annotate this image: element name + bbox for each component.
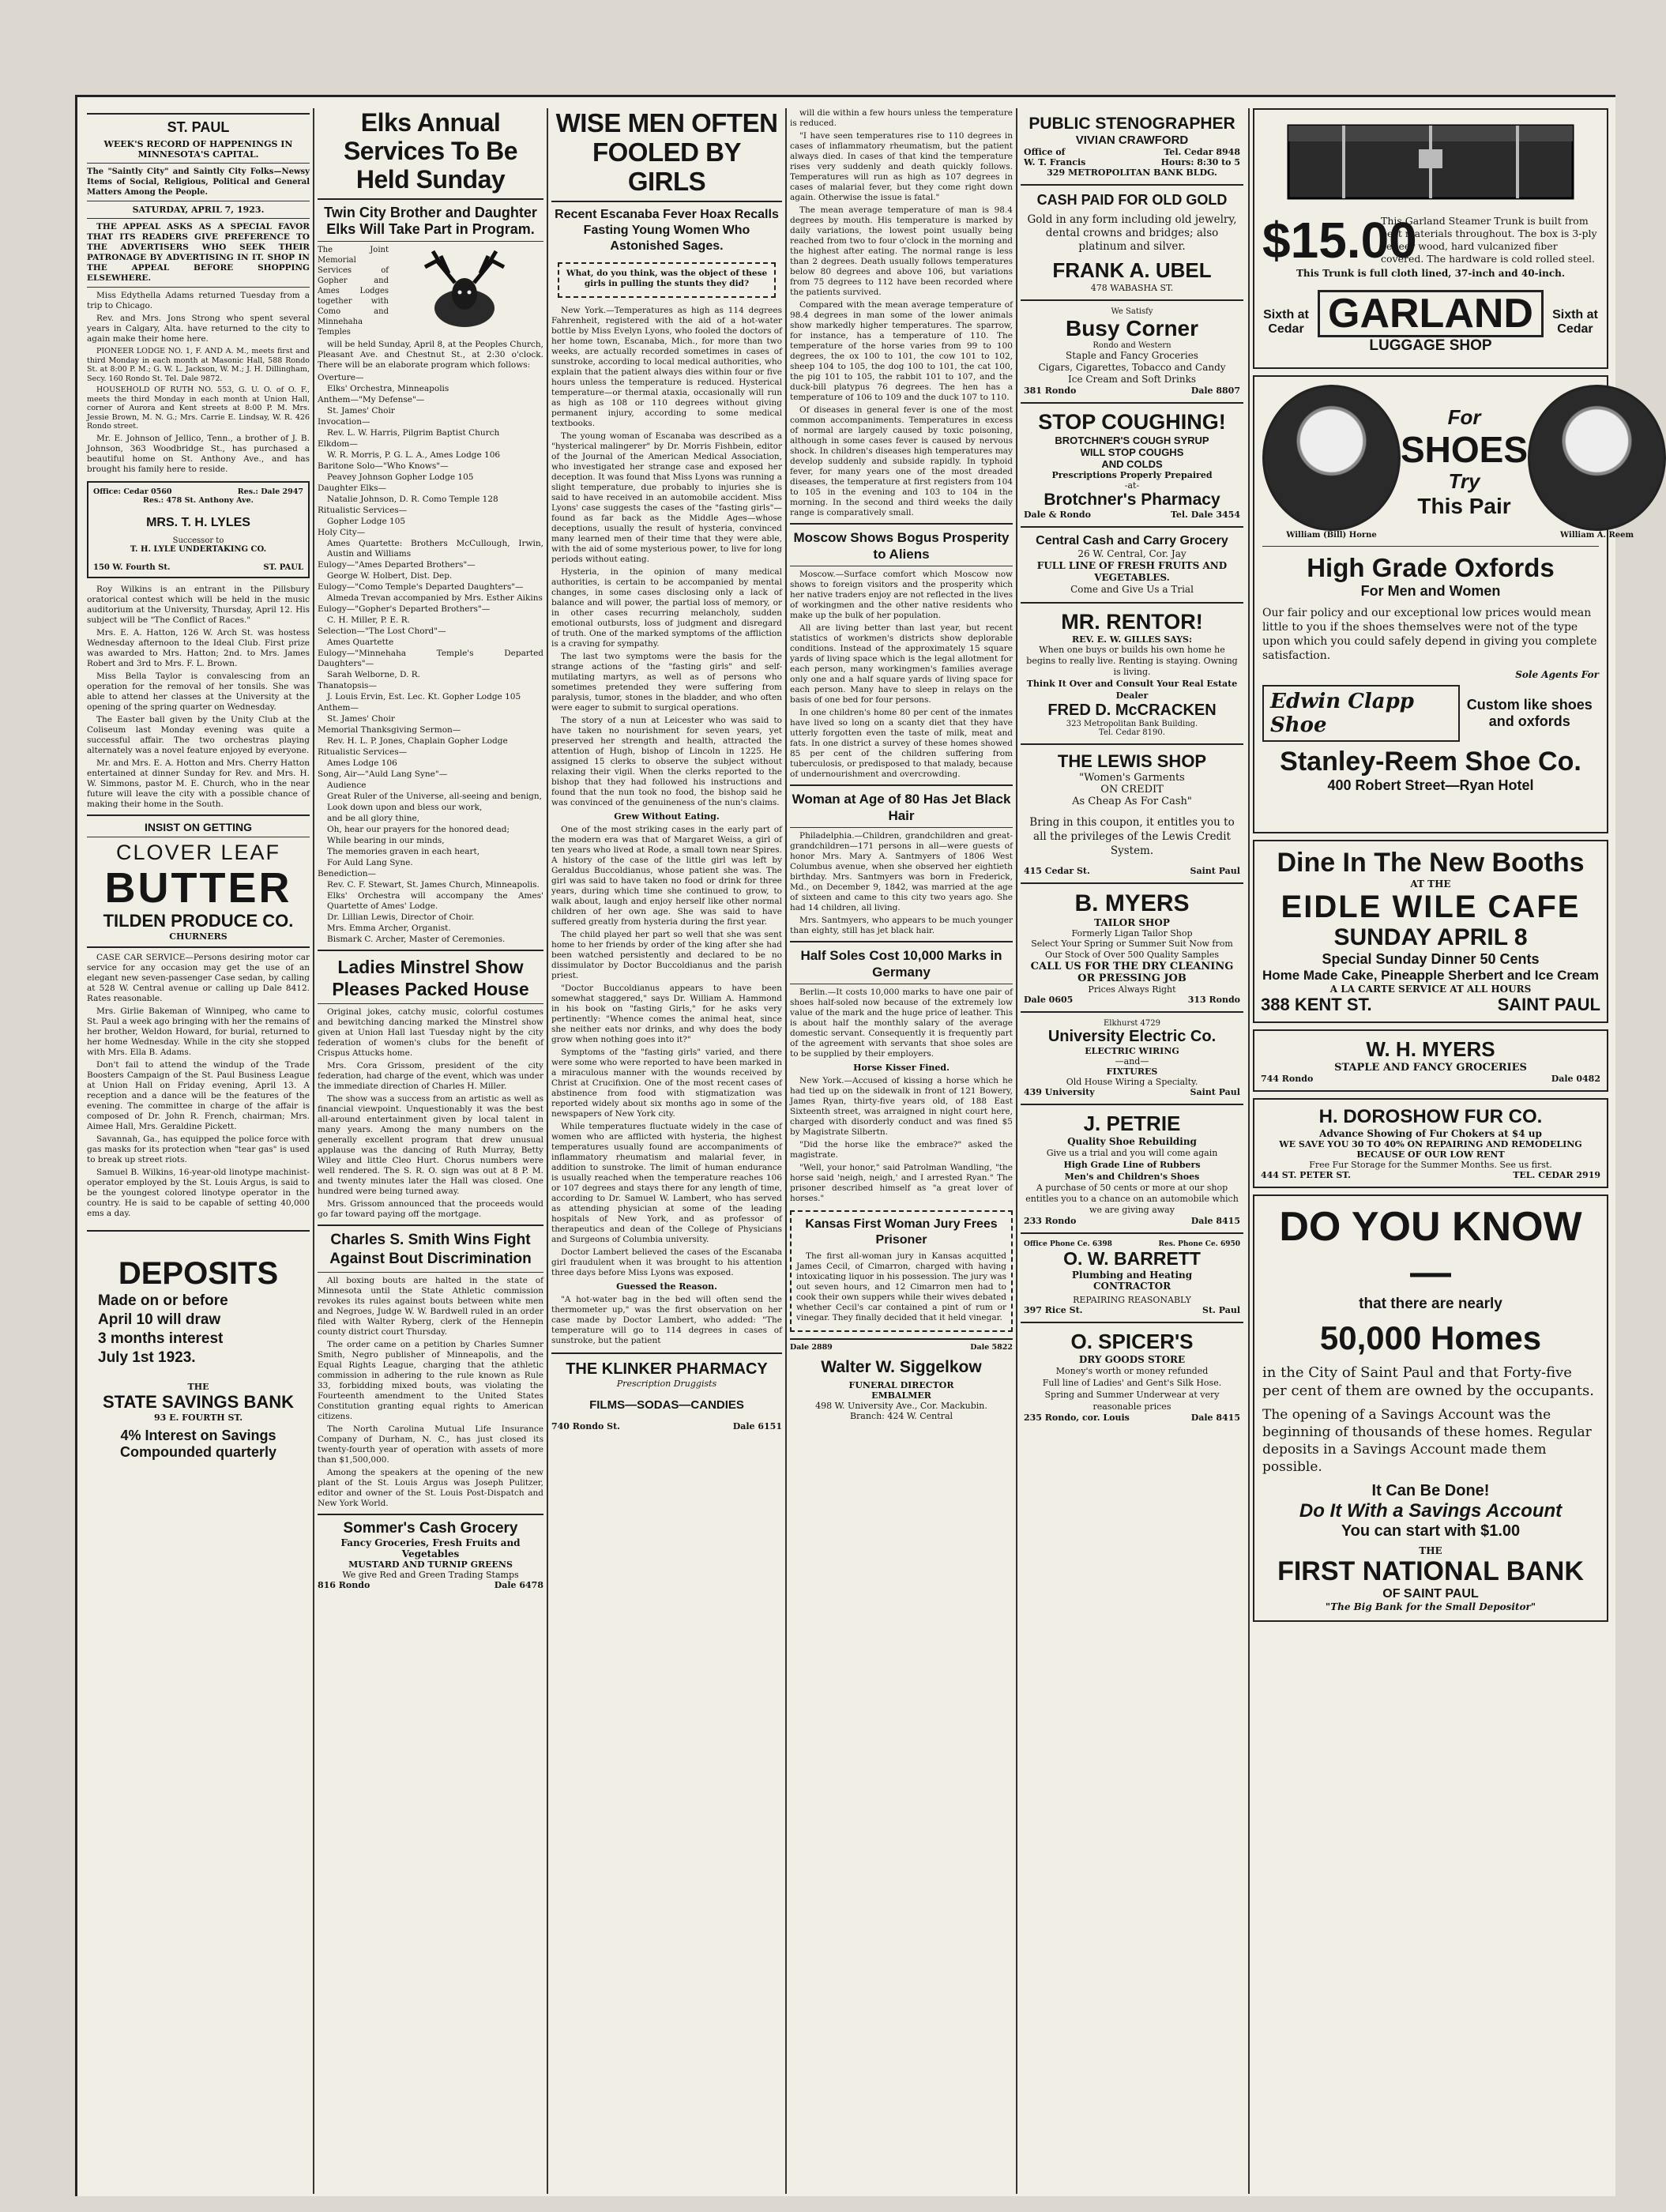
stenographer-ad: PUBLIC STENOGRAPHER VIVIAN CRAWFORD Office of Tel. Cedar 8948 W. T. Francis Hours: 8:30 to 5 329 METROPOLITAN BANK BLDG. bbox=[1021, 108, 1243, 186]
program-line: For Auld Lang Syne. bbox=[327, 858, 413, 867]
program-line: George W. Holbert, Dist. Dep. bbox=[327, 571, 453, 581]
news-item: The Easter ball given by the Unity Club at the Coliseum last Monday evening was quite a successful affair. The two orchestras playing alternately was a novel feature enjoyed by everyone. bbox=[87, 714, 310, 755]
article-para: All are living better than last year, but recent statistics of workmen's districts show deplorable conditions. Instead of the approximately 15 square yards of living space which is the legal allotment for each person, many workingmen's families average only one and a half square yards of living space for each person. Many have to sleep in relays on the basis of one bed for four persons. bbox=[790, 623, 1013, 705]
busy-corner-ad: We Satisfy Busy Corner Rondo and Western Staple and Fancy Groceries Cigars, Cigarettes, Tobacco and Candy Ice Cream and Soft Drinks 381 Rondo Dale 8807 bbox=[1021, 301, 1243, 404]
smith-para: Among the speakers at the opening of the new plant of the St. Louis Argus was Joseph Pulitzer, editor and owner of the St. Louis Post-Dispatch and New York World. bbox=[318, 1468, 543, 1508]
program-line: Mrs. Emma Archer, Organist. bbox=[327, 924, 451, 933]
article-para: will die within a few hours unless the temperature is reduced. bbox=[790, 108, 1013, 128]
news-item: Miss Edythella Adams returned Tuesday from a trip to Chicago. bbox=[87, 291, 310, 310]
trunk-price: $15.00 bbox=[1262, 212, 1417, 269]
article-para: Symptoms of the "fasting girls" varied, and there were some who were reported to have been marked in a miraculous manner with the wounds received by Christ at Crucifixion. One of the most recent cases of abstinence from food with stigmatization was reported widely about six months ago in some of the newspapers of New York city. bbox=[551, 1048, 782, 1119]
article-para: The mean average temperature of man is 98.4 degrees by mouth. His temperature is marked by daily variations, the lowest point usually being reached from two to four o'clock in the morning and the highest after eating. The normal range is less than 2 degrees. Death usually follows temperatures below 80 degrees and above 106, but variations from 75 degrees to 112 have been recorded where the patients survived. bbox=[790, 205, 1013, 297]
program-line: Daughter Elks— bbox=[318, 483, 386, 493]
news-item: Samuel B. Wilkins, 16-year-old linotype machinist-operator employed by the St. Louis Argus, is said to be the youngest colored linotype operator in the country. He is said to be capable of setting 40,000 ems a day. bbox=[87, 1167, 310, 1218]
soles-headline: Half Soles Cost 10,000 Marks in Germany bbox=[800, 948, 1002, 980]
edwin-clapp-logo: Edwin Clapp Shoe bbox=[1262, 685, 1460, 742]
article-subhead: Grew Without Eating. bbox=[614, 811, 720, 822]
program-line: Ritualistic Services— bbox=[318, 747, 408, 757]
program-line: Elks' Orchestra will accompany the Ames' Quartette of Ames' Lodge. bbox=[327, 891, 543, 911]
program-line: Peavey Johnson Gopher Lodge 105 bbox=[327, 472, 474, 482]
first-national-bank-ad: DO YOU KNOW— that there are nearly 50,000 Homes in the City of Saint Paul and that Forty-five per cent of them are owned by the occupants. The opening of a Savings Account was the beginning of thousands of these homes. Regular deposits in a Savings Account made them possible. It Can Be Done! Do It With a Savings Account You can start with $1.00 THE FIRST NATIONAL BANK OF SAINT PAUL "The Big Bank for the Small Depositor" bbox=[1253, 1194, 1608, 1622]
article-para: Of diseases in general fever is one of the most common accompaniments. Temperatures in excess of normal are largely caused by toxic poisoning, although in some cases fever is caused by nervous shock. In children's diseases high temperatures may develop suddenly and subside rapidly. In typhoid fever, for many years one of the most dreaded diseases, the temperature at first registers from 104 to 105 in the evening and 103 to 104 in the morning. In the second and third weeks the daily range is comparatively small. bbox=[790, 405, 1013, 517]
program-line: Song, Air—"Auld Lang Syne"— bbox=[318, 769, 448, 779]
article-para: Philadelphia.—Children, grandchildren and great-grandchildren—171 persons in all—were guests of honor Mrs. Mary A. Santmyers of 1806 West Columbus avenue, when she observed her eightieth birthday. Mrs. Santmyers was born in Frederick, Md., on December 9, 1842, was married at the age of sixteen and came to this city two years ago. She had 14 children, all living. bbox=[790, 831, 1013, 912]
program-line: Ritualistic Services— bbox=[318, 506, 408, 515]
news-item: Roy Wilkins is an entrant in the Pillsbury oratorical contest which will be held in the music auditorium at the University, Thursday, April 12. His subject will be "The Conflict of Races." bbox=[87, 584, 310, 625]
smith-headline: Charles S. Smith Wins Fight Against Bout Discrimination bbox=[329, 1232, 532, 1267]
column-news bbox=[790, 108, 1013, 2194]
program-line: Baritone Solo—"Who Knows"— bbox=[318, 461, 449, 471]
lewis-shop-ad: THE LEWIS SHOP "Women's Garments ON CREDIT As Cheap As For Cash" Bring in this coupon, it entitles you to all the privileges of the Lewis Credit System. 415 Cedar St. Saint Paul bbox=[1021, 745, 1243, 884]
program-line: Look down upon and bless our work, bbox=[327, 803, 483, 812]
program-line: Gopher Lodge 105 bbox=[327, 517, 406, 526]
column-rule bbox=[1248, 108, 1250, 2194]
article-para: Hysteria, in the opinion of many medical authorities, is certain to be accompanied by mental changes, in some cases disclosing only a lack of balance and will power, the partial loss of memory, or in other cases recurring melancholy, sudden emotional outbursts, loss of judgment and disregard of truth. One of the marked symptoms of the affliction is a craving for sympathy. bbox=[551, 567, 782, 649]
minstrel-para: Mrs. Cora Grissom, president of the city federation, had charge of the event, which was under the immediate direction of Charles H. Miller. bbox=[318, 1061, 543, 1091]
program-line: Bismark C. Archer, Master of Ceremonies. bbox=[327, 935, 506, 944]
article-para: Compared with the mean average temperature of 98.4 degrees in man some of the lower animals show markedly higher temperatures. The sparrow, for instance, has a temperature of 110. The temperature of the horse varies from 99 to 100 degrees, the ox 100 to 101, the cow 101 to 102, sheep 104 to 105, the dog 100 to 101, the cat 100, the pig 101 to 105, the rabbit 101 to 107, and the duck-bill platypus 76 degrees. The hen has a temperature of 106 to 109 and the duck 107 to 110. bbox=[790, 300, 1013, 402]
program-line: and be all glory thine, bbox=[327, 814, 420, 823]
program-line: Benediction— bbox=[318, 869, 377, 878]
program-line: Oh, hear our prayers for the honored dead; bbox=[327, 825, 510, 834]
article-para: In one children's home 80 per cent of the inmates have lived so long on a scanty diet that they have utterly forgotten even the taste of milk, meat and fats. In one district a survey of these homes showed 85 per cent of the children suffering from tuberculosis, or predisposed to that malady, because of undernourishment and overcrowding. bbox=[790, 708, 1013, 779]
minstrel-para: The show was a success from an artistic as well as financial viewpoint. Unquestionably it was the best all-around entertainment given by local talent in many years. Among the many numbers on the generally excellent program that drew unusual applause was the dancing of Ruth Murray, Betty Wiley and little Cleo Hurt. Chorus numbers were well rendered. The S. R. O. sign was out at 8 P. M. and twenty minutes later the Hall was closed. One hundred were being turned away. bbox=[318, 1094, 543, 1196]
program-line: Dr. Lillian Lewis, Director of Choir. bbox=[327, 912, 475, 922]
eidle-wile-cafe-ad: Dine In The New Booths AT THE EIDLE WILE CAFE SUNDAY APRIL 8 Special Sunday Dinner 50 Cents Home Made Cake, Pineapple Sherbert and Ice Cream A LA CARTE SERVICE AT ALL HOURS 388 KENT ST. SAINT PAUL bbox=[1253, 840, 1608, 1023]
mr-rentor-ad: MR. RENTOR! REV. E. W. GILLES SAYS: When one buys or builds his own home he begins to really live. Renting is staying. Owning is living. Think It Over and Consult Your Real Estate Dealer FRED D. McCRACKEN 323 Metropolitan Bank Building. Tel. Cedar 8190. bbox=[1021, 604, 1243, 745]
program-line: Sarah Welborne, D. R. bbox=[327, 670, 421, 679]
state-savings-bank-ad: DEPOSITS Made on or before April 10 will draw 3 months interest July 1st 1923. THE STATE SAVINGS BANK 93 E. FOURTH ST. 4% Interest on Savings Compounded quarterly bbox=[87, 1230, 310, 1461]
sommers-grocery-ad: Sommer's Cash Grocery Fancy Groceries, Fresh Fruits and Vegetables MUSTARD AND TURNIP GREENS We give Red and Green Trading Stamps 816 Rondo Dale 6478 bbox=[318, 1514, 543, 1590]
article-para: While temperatures fluctuate widely in the case of women who are afflicted with hysteria, the highest temperatures usually found are accompaniments of inflammatory rheumatism and malarial fever, in addition to sunstroke. The limit of human endurance is usually reached when the temperature reaches 106 or 107 degrees and stays there for any length of time, according to Dr. Samuel W. Lambert, who has served as attending physician at some of the leading hospitals of New York, and as professor of therapeutics and dean of the College of Physicians and Surgeons of Columbia university. bbox=[551, 1122, 782, 1244]
article-para: The first all-woman jury in Kansas acquitted James Cecil, of Cimarron, charged with having intoxicating liquor in his possession. The jury was out seven hours, and 12 Cimarron men had to cook their own suppers while their wives debated whether Cecil's car contained a pint of rum or vinegar. They finally decided that it held vinegar. bbox=[796, 1251, 1006, 1322]
doroshow-fur-ad: H. DOROSHOW FUR CO. Advance Showing of Fur Chokers at $4 up WE SAVE YOU 30 TO 40% ON REPAIRING AND REMODELING BECAUSE OF OUR LOW RENT Free Fur Storage for the Summer Months. See us first. 444 ST. PETER ST. TEL. CEDAR 2919 bbox=[1253, 1098, 1608, 1188]
article-para: New York.—Temperatures as high as 114 degrees Fahrenheit, registered with the aid of a hot-water bottle by Miss Evelyn Lyons, who fooled the doctors of her home town, Escanaba, Mich., for more than two weeks, are actually recorded sometimes in cases of sunstroke, according to local medical authorities, who explain that the patient always dies within four or five hours unless the temperature is reduced. Hysterical temperature—or thermal ataxia, occasionally will run as high as 108 or 110 degrees without giving permanent injury, according to some medical textbooks. bbox=[551, 306, 782, 428]
article-para: The last two symptoms were the basis for the strange actions of the "fasting girls" and self-mutilating martyrs, as well as of persons who sometimes pretended they were suffering from paralysis, tumor, stones in the bladder, and who often were eager to submit to surgical operations. bbox=[551, 652, 782, 713]
program-line: Memorial Thanksgiving Sermon— bbox=[318, 725, 461, 735]
program-line: St. James' Choir bbox=[327, 406, 395, 416]
garland-luggage-ad: $15.00 This Garland Steamer Trunk is built from best materials throughout. The box is 3-ply veneer wood, hard vulcanized fiber covered. The hardware is cold rolled steel. This Trunk is full cloth lined, 37-inch and 40-inch. Sixth at Cedar GARLAND LUGGAGE SHOP Sixth at Cedar bbox=[1253, 108, 1608, 369]
program-line: Ames Quartette: Brothers McCullough, Irwin, Austin and Williams bbox=[327, 539, 543, 559]
wise-men-headline: WISE MEN OFTEN FOOLED BY GIRLS bbox=[555, 108, 778, 196]
article-para: Moscow.—Surface comfort which Moscow now shows to foreign visitors and the prosperity which her native traders enjoy are not reflected in the lives of workingmen and the other native residents who make up the bulk of her population. bbox=[790, 570, 1013, 620]
article-subhead: Horse Kisser Fined. bbox=[853, 1063, 950, 1073]
news-item: Savannah, Ga., has equipped the police force with gas masks for its protection when "tear gas" is used to break up street riots. bbox=[87, 1134, 310, 1164]
article-para: The child played her part so well that she was sent home to her friends by order of the king after she had been watched persistently and declared to be no dissimulator by Doctor Buccoldianus and the parish priest. bbox=[551, 930, 782, 980]
program-line: Ames Lodge 106 bbox=[327, 758, 397, 768]
article-para: Mrs. Santmyers, who appears to be much younger than eighty, still has jet black hair. bbox=[790, 916, 1013, 935]
article-para: "A hot-water bag in the bed will often send the thermometer up," was the first observation on her case made by Doctor Lambert, who added: "The temperature will go to 114 degrees in cases of sunstroke, but the patient bbox=[551, 1295, 782, 1345]
masthead: ST. PAUL bbox=[167, 119, 230, 135]
program-line: Rev. H. L. P. Jones, Chaplain Gopher Lodge bbox=[327, 736, 508, 746]
program-line: Anthem— bbox=[318, 703, 359, 713]
program-line: Elkdom— bbox=[318, 439, 358, 449]
program-line: St. James' Choir bbox=[327, 714, 395, 724]
elks-lead-cont: will be held Sunday, April 8, at the Peoples Church, Pleasant Ave. and Chestnut St., at 2:30 o'clock. There will be an elaborate program which follows: bbox=[318, 340, 543, 370]
central-grocery-ad: Central Cash and Carry Grocery 26 W. Central, Cor. Jay FULL LINE OF FRESH FRUITS AND VEGETABLES. Come and Give Us a Trial bbox=[1021, 528, 1243, 604]
program-line: Eulogy—"Como Temple's Departed Daughters"— bbox=[318, 582, 524, 592]
portrait-bill-horne bbox=[1262, 385, 1401, 531]
dateline: SATURDAY, APRIL 7, 1923. bbox=[132, 205, 265, 215]
program-line: Rev. C. F. Stewart, St. James Church, Minneapolis. bbox=[327, 880, 540, 890]
article-para: "Well, your honor," said Patrolman Wandling, "the horse said 'neigh, neigh,' and I arrested Ryan." The prisoner described himself as "a great lover of horses." bbox=[790, 1163, 1013, 1203]
lodge-notice: PIONEER LODGE NO. 1, F. AND A. M., meets first and third Monday in each month at Masonic Hall, 588 Rondo St. at 8:00 P. M.; G. W. L. Jackson, W. M.; J. H. Dillingham, Secy. 160 Rondo St. Tel. Dale 9872. bbox=[87, 347, 310, 383]
column-large-ads bbox=[1253, 108, 1634, 2194]
article-para: The young woman of Escanaba was described as a "hysterical malingerer" by Dr. Morris Fishbein, editor of the Journal of the American Medical Association, who investigated her strange case and exposed her deception. It was found that Miss Lyons was running a slight temperature, due probably to injuries she is said to have received in an automobile accident. Miss Lyons' case suggests the cases of the "fasting girls"—found as far back as the Middle Ages—whose deceptions, usually the result of hysteria, convinced many learned men of their time that they were able, with the aid of some mysterious power, to live for long periods without eating. bbox=[551, 431, 782, 564]
program-line: Almeda Trevan accompanied by Mrs. Esther Aikins bbox=[327, 593, 543, 603]
siggelkow-ad: Dale 2889 Dale 5822 Walter W. Siggelkow FUNERAL DIRECTOR EMBALMER 498 W. University Ave., Cor. Mackubin. Branch: 424 W. Central bbox=[790, 1338, 1013, 1421]
news-item: Mrs. Girlie Bakeman of Winnipeg, who came to St. Paul a week ago bringing with her the remains of her brother, Weldon Howard, for burial, returned to her home Wednesday. While in the city she stopped with Mrs. Ella B. Adams. bbox=[87, 1006, 310, 1057]
news-item: Rev. and Mrs. Jons Strong who spent several years in Calgary, Alta. have returned to the city to again make their home here. bbox=[87, 314, 310, 344]
elks-headline: Elks Annual Services To Be Held Sunday bbox=[343, 108, 518, 194]
klinker-pharmacy-ad: THE KLINKER PHARMACY Prescription Druggists FILMS—SODAS—CANDIES 740 Rondo St. Dale 6151 bbox=[551, 1352, 782, 1431]
moscow-headline: Moscow Shows Bogus Prosperity to Aliens bbox=[793, 530, 1010, 562]
article-subhead: Guessed the Reason. bbox=[616, 1281, 717, 1292]
trunk-illustration bbox=[1273, 118, 1589, 236]
woman-headline: Woman at Age of 80 Has Jet Black Hair bbox=[792, 792, 1011, 823]
program-line: Rev. L. W. Harris, Pilgrim Baptist Church bbox=[327, 428, 500, 438]
program-line: Eulogy—"Ames Departed Brothers"— bbox=[318, 560, 476, 570]
program-line: Ames Quartette bbox=[327, 638, 394, 647]
article-para: New York.—Accused of kissing a horse which he had tied up on the sidewalk in front of 121 Bowery, James Ryan, thirty-five years old, of 188 East Sixteenth street, was arraigned in night court here, charged with disorderly conduct and was fined $5 by Magistrate Silbertn. bbox=[790, 1076, 1013, 1137]
spicer-dry-goods-ad: O. SPICER'S DRY GOODS STORE Money's worth or money refunded Full line of Ladies' and Gent's Silk Hose. Spring and Summer Underwear at very reasonable prices 235 Rondo, cor. Louis Dale 8415 bbox=[1024, 1330, 1240, 1423]
article-para: Berlin.—It costs 10,000 marks to have one pair of shoes half-soled now because of the extremely low value of the mark and the huge price of leather. This is about half the monthly salary of the average domestic servant. Consequently it is frequently part of the agreement with servants that shoe soles are to be supplied by their employers. bbox=[790, 988, 1013, 1059]
program-line: Eulogy—"Minnehaha Temple's Departed Daughters"— bbox=[318, 649, 543, 668]
old-gold-ad: CASH PAID FOR OLD GOLD Gold in any form including old jewelry, dental crowns and bridges; also platinum and silver. FRANK A. UBEL 478 WABASHA ST. bbox=[1021, 186, 1243, 301]
stanley-reem-shoe-ad: William (Bill) Horne For SHOES Try This Pair William A. Reem High Grade Oxfords For Men and Women Our fair policy and our exceptional low prices would mean little to you if the shoes themselves were not of the type upon which you could safely depend in giving you complete satisfaction. Sole Agents For Edwin Clapp Shoe Custom like shoes and oxfords Stanley-Reem Shoe Co. 400 Robert Street—Ryan Hotel bbox=[1253, 375, 1608, 833]
program-line: W. R. Morris, P. G. L. A., Ames Lodge 106 bbox=[327, 450, 501, 460]
clover-leaf-butter-ad: INSIST ON GETTING CLOVER LEAF BUTTER TILDEN PRODUCE CO. CHURNERS bbox=[87, 814, 310, 948]
column-wise-men bbox=[551, 108, 782, 2194]
elks-program bbox=[318, 373, 543, 945]
program-line: C. H. Miller, P. E. R. bbox=[327, 615, 410, 625]
program-line: Eulogy—"Gopher's Departed Brothers"— bbox=[318, 604, 491, 614]
program-line: Great Ruler of the Universe, all-seeing and benign, bbox=[327, 792, 543, 801]
garland-logo: GARLAND bbox=[1318, 290, 1544, 337]
smith-para: The North Carolina Mutual Life Insurance Company of Durham, N. C., has just closed its twenty-fourth year of operation with assets of more than $1,500,000. bbox=[318, 1424, 543, 1465]
news-item: Don't fail to attend the windup of the Trade Boosters Campaign of the St. Paul Business League at Union Hall on Friday evening, April 13. A reception and a dance will be the features of the evening. The committee in charge of the affair is composed of Dr. John R. French, chairman; Mrs. Aimee Hall, Mrs. Geraldine Pickett. bbox=[87, 1059, 310, 1131]
lyles-ad: Office: Cedar 0560 Res.: Dale 2947 Res.: 478 St. Anthony Ave. MRS. T. H. LYLES Successor to T. H. LYLE UNDERTAKING CO. 150 W. Fourth St. ST. PAUL bbox=[87, 481, 310, 578]
minstrel-para: Original jokes, catchy music, colorful costumes and bewitching dancing marked the Minstrel show given at Union Hall last Tuesday night by the city federation of women's clubs for the benefit of Crispus Attucks home. bbox=[318, 1007, 543, 1058]
university-electric-ad: Elkhurst 4729 University Electric Co. ELECTRIC WIRING —and— FIXTURES Old House Wiring a Specialty. 439 University Saint Paul bbox=[1021, 1013, 1243, 1105]
portrait-william-reem bbox=[1528, 385, 1666, 531]
program-line: The memories graven in each heart, bbox=[327, 847, 480, 856]
news-item: Mr. E. Johnson of Jellico, Tenn., a brother of J. B. Johnson, 363 Woodbridge St., has purchased a beautiful home on St. Anthony Ave., and has brought his family here to reside. bbox=[87, 433, 310, 474]
cough-syrup-ad: STOP COUGHING! BROTCHNER'S COUGH SYRUP WILL STOP COUGHS AND COLDS Prescriptions Properly Prepaired -at- Brotchner's Pharmacy Dale & Rondo Tel. Dale 3454 bbox=[1021, 404, 1243, 528]
news-item: CASE CAR SERVICE—Persons desiring motor car service for any occasion may get the use of an elegant new seven-passenger Case sedan, by calling at 528 W. Central avenue or calling up Dale 8412. Rates reasonable. bbox=[87, 952, 310, 1003]
article-para: "Did the horse like the embrace?" asked the magistrate. bbox=[790, 1140, 1013, 1160]
j-petrie-ad: J. PETRIE Quality Shoe Rebuilding Give us a trial and you will come again High Grade Line of Rubbers Men's and Children's Shoes A purchase of 50 cents or more at our shop entitles you to a chance on an automobile which we are giving away 233 Rondo Dale 8415 bbox=[1021, 1105, 1243, 1234]
wise-men-question: What, do you think, was the object of these girls in pulling the stunts they did? bbox=[566, 269, 768, 288]
column-elks bbox=[318, 108, 543, 2194]
kansas-headline: Kansas First Woman Jury Frees Prisoner bbox=[805, 1217, 998, 1247]
news-item: Mr. and Mrs. E. A. Hotton and Mrs. Cherry Hatton entertained at dinner Sunday for Rev. and Mrs. H. W. Simmons, pastor M. E. Church, who in the near future will leave the city with a possible chance of making their home in the South. bbox=[87, 758, 310, 809]
program-line: While bearing in our minds, bbox=[327, 836, 445, 845]
program-line: Selection—"The Lost Chord"— bbox=[318, 626, 446, 636]
minstrel-para: Mrs. Grissom announced that the proceeds would go far toward paying off the mortgage. bbox=[318, 1199, 543, 1219]
smith-para: The order came on a petition by Charles Sumner Smith, Negro publisher of Minneapolis, and the Equal Rights League, charging that the athletic commission in adhering to the rule known as Rule 33, forbidding mixed bouts, was violating the Fourteenth amendment to the United States Constitution granting equal rights to American citizens. bbox=[318, 1340, 543, 1421]
article-para: The story of a nun at Leicester who was said to have taken no nourishment for seven years, yet preserved her strength and health, attracted the attention of Hugh, bishop of Lincoln in 1225. He assigned 15 clerks to observe the subject without relaxing their vigil. When the clerks reported to the bishop that they had followed his instructions and found that the nun took no food, the bishop said he was convinced of the genuineness of the nun's claims. bbox=[551, 716, 782, 807]
article-para: "Doctor Buccoldianus appears to have been somewhat staggered," says Dr. William A. Hammond in his book on "fasting Girls," for he asks very pertinently: "Whence comes the animal heat, since she neither eats nor drinks, and why does the body grow when nothing goes into it?" bbox=[551, 984, 782, 1044]
program-line: J. Louis Ervin, Est. Lec. Kt. Gopher Lodge 105 bbox=[327, 692, 521, 702]
program-line: Elks' Orchestra, Minneapolis bbox=[327, 384, 449, 393]
newspaper-page bbox=[75, 95, 1634, 2196]
article-para: Doctor Lambert believed the cases of the Escanaba girl fraudulent when it was brought to his attention three days before Miss Lyons was exposed. bbox=[551, 1247, 782, 1277]
article-para: One of the most striking cases in the early part of the modern era was that of Margaret Weiss, a girl of ten years who lived at Rode, a small town near Spires. A history of the case of the little girl was left by Geraldus Buccoldianus, whose patient she was. The girl was said to have taken no food or drink for three years, during which time she continued to grow, to walk about, laugh and enjoy herself like other normal children of her own age. She was said to have suffered greatly from hysteria during the first year. bbox=[551, 825, 782, 927]
column-st-paul bbox=[87, 108, 310, 2194]
appeal-notice: THE APPEAL ASKS AS A SPECIAL FAVOR THAT ITS READERS GIVE PREFERENCE TO THE ADVERTISERS WHO SEEK THEIR PATRONAGE BY ADVERTISING IN IT. SHOP IN THE APPEAL BEFORE SHOPPING ELSEWHERE. bbox=[87, 222, 310, 283]
column-rule bbox=[785, 108, 787, 2194]
lodge-notice: HOUSEHOLD OF RUTH NO. 553, G. U. O. of O. F., meets the third Monday in each month at Union Hall, corner of Aurora and Kent streets at 8:00 P. M. Mrs. Jessie Brown, M. N. G.; Mrs. Carrie E. Lindsay, W. R. 426 Rondo street. bbox=[87, 386, 310, 431]
lyles-name: MRS. T. H. LYLES bbox=[146, 515, 250, 529]
tagline: The "Saintly City" and Saintly City Folks—Newsy Items of Social, Religious, Political and General Matters Among the People. bbox=[87, 167, 310, 197]
column-rule bbox=[313, 108, 314, 2194]
column-rule bbox=[547, 108, 548, 2194]
minstrel-headline: Ladies Minstrel Show Pleases Packed House bbox=[332, 957, 529, 999]
program-line: Overture— bbox=[318, 373, 364, 382]
column-ads bbox=[1021, 108, 1243, 2194]
article-para: "I have seen temperatures rise to 110 degrees in cases of inflammatory rheumatism, but the patient always died. In cases of that kind the temperature rises very suddenly and death quickly follows. Temperatures will run as high as 107 degrees in cases of malarial fever, but they come right down again. Otherwise the issue is fatal." bbox=[790, 131, 1013, 202]
smith-para: All boxing bouts are halted in the state of Minnesota until the State Athletic commission revokes its rules against bouts between white men and Negroes, Judge W. W. Bardwell ruled in an order filed with Walter Ryberg, clerk of the Hennepin county district court Thursday. bbox=[318, 1276, 543, 1337]
elk-head-illustration bbox=[393, 245, 536, 332]
program-line: Thanatopsis— bbox=[318, 681, 377, 690]
elks-subhead: Twin City Brother and Daughter Elks Will Take Part in Program. bbox=[324, 205, 537, 237]
news-item: Mrs. E. A. Hatton, 126 W. Arch St. was hostess Wednesday afternoon to the Ideal Club. First prize was awarded to Mrs. Hatton; 2nd. to Mrs. James Robert and 3rd to Mrs. F. L. Brown. bbox=[87, 627, 310, 668]
program-line: Holy City— bbox=[318, 528, 366, 537]
barrett-plumbing-ad: Office Phone Ce. 6398 Res. Phone Ce. 6950 O. W. BARRETT Plumbing and Heating CONTRACTOR REPAIRING REASONABLY 397 Rice St. St. Paul bbox=[1021, 1234, 1243, 1323]
wh-myers-ad: W. H. MYERS STAPLE AND FANCY GROCERIES 744 Rondo Dale 0482 bbox=[1253, 1029, 1608, 1092]
kicker: WEEK'S RECORD OF HAPPENINGS IN MINNESOTA'S CAPITAL. bbox=[103, 139, 293, 160]
wise-men-subhead: Recent Escanaba Fever Hoax Recalls Fasting Young Women Who Astonished Sages. bbox=[555, 208, 779, 253]
news-item: Miss Bella Taylor is convalescing from an operation for the removal of her tonsils. She was able to attend her classes at the University at the opening of the spring quarter on Wednesday. bbox=[87, 671, 310, 712]
column-rule bbox=[1016, 108, 1017, 2194]
b-myers-ad: B. MYERS TAILOR SHOP Formerly Ligan Tailor Shop Select Your Spring or Summer Suit Now from Our Stock of Over 500 Quality Samples CALL US FOR THE DRY CLEANING OR PRESSING JOB Prices Always Right Dale 0605 313 Rondo bbox=[1021, 884, 1243, 1013]
program-line: Anthem—"My Defense"— bbox=[318, 395, 425, 404]
program-line: Natalie Johnson, D. R. Como Temple 128 bbox=[327, 495, 498, 504]
program-line: Invocation— bbox=[318, 417, 370, 427]
program-line: Audience bbox=[327, 781, 367, 790]
elks-lead: The Joint Memorial Services of Gopher and Ames Lodges together with Como and Minnehaha Temples bbox=[318, 246, 389, 337]
